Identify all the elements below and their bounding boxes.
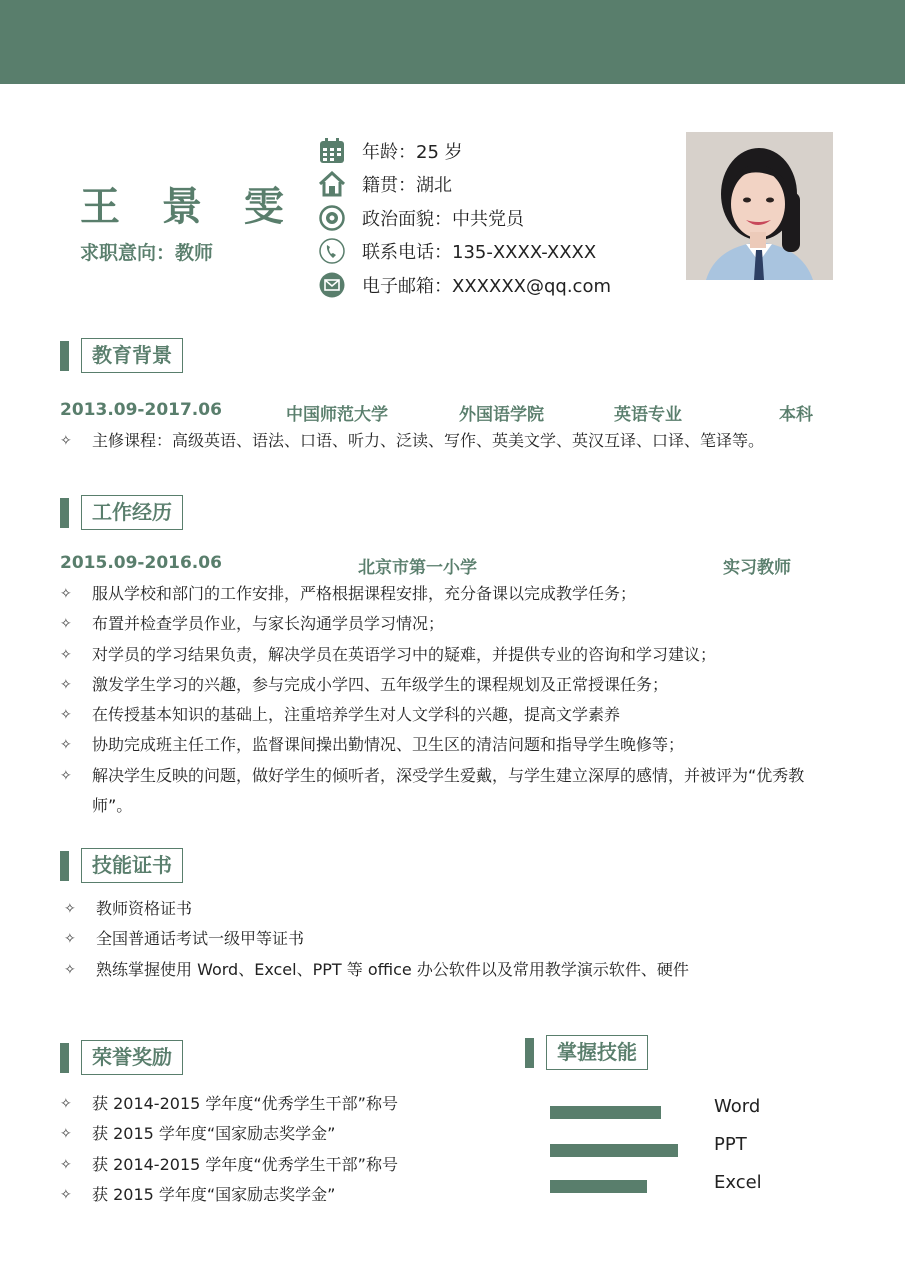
skill-label-word: Word — [714, 1096, 761, 1117]
bullet-star-icon: ✧ — [64, 901, 76, 917]
certs-heading: 技能证书 — [81, 848, 183, 883]
bullet-star-icon: ✧ — [60, 676, 72, 693]
bullet-star-icon: ✧ — [60, 586, 72, 602]
section-marker — [60, 498, 69, 528]
personal-info-list — [318, 134, 611, 302]
work-org: 北京市第一小学 — [358, 558, 477, 578]
candidate-name: 王 景 雯 — [80, 184, 298, 230]
section-marker — [60, 1043, 69, 1073]
skills-section-title — [525, 1035, 648, 1070]
phone-icon — [318, 237, 346, 265]
list-item: ✧ 获 2015 学年度“国家励志奖学金” — [60, 1119, 480, 1149]
info-hometown — [318, 168, 611, 202]
bullet-star-icon: ✧ — [60, 616, 72, 633]
education-degree: 本科 — [779, 405, 813, 425]
bullet-star-icon: ✧ — [60, 1126, 72, 1143]
info-phone — [318, 235, 611, 269]
work-period: 2015.09-2016.06 — [60, 553, 222, 573]
bullet-star-icon: ✧ — [60, 1186, 72, 1203]
location-pin-icon — [318, 204, 346, 232]
list-item: ✧ 解决学生反映的问题，做好学生的倾听者，深受学生爱戴，与学生建立深厚的感情，并被评为“优秀教师”。 — [60, 761, 840, 822]
skill-bar-word — [550, 1106, 661, 1119]
bullet-star-icon: ✧ — [60, 1156, 72, 1173]
job-intention: 求职意向：教师 — [80, 242, 214, 264]
section-marker — [60, 341, 69, 371]
info-email-text: 电子邮箱：XXXXXX@qq.com — [362, 275, 612, 297]
list-item: ✧ 获 2014-2015 学年度“优秀学生干部”称号 — [60, 1150, 480, 1180]
info-age-text: 年龄：25 岁 — [362, 141, 463, 163]
list-item: ✧ 布置并检查学员作业，与家长沟通学员学习情况； — [60, 609, 840, 639]
skill-label-excel: Excel — [714, 1172, 762, 1193]
work-section-title — [60, 495, 183, 530]
list-item: ✧ 服从学校和部门的工作安排，严格根据课程安排，充分备课以完成教学任务； — [60, 579, 840, 609]
section-marker — [525, 1038, 534, 1068]
skill-bar-ppt — [550, 1144, 678, 1157]
honors-list — [60, 1089, 480, 1210]
home-icon — [318, 170, 346, 198]
work-heading: 工作经历 — [81, 495, 183, 530]
list-item: ✧ 在传授基本知识的基础上，注重培养学生对人文学科的兴趣，提高文学素养 — [60, 700, 840, 730]
education-college: 外国语学院 — [459, 405, 544, 425]
list-item: ✧ 全国普通话考试一级甲等证书 — [64, 924, 844, 954]
education-heading: 教育背景 — [81, 338, 183, 373]
profile-photo — [686, 132, 833, 280]
list-item: ✧ 协助完成班主任工作，监督课间操出勤情况、卫生区的清洁问题和指导学生晚修等； — [60, 730, 840, 760]
bullet-star-icon: ✧ — [60, 767, 72, 784]
info-politics-text: 政治面貌：中共党员 — [362, 208, 524, 230]
certs-section-title — [60, 848, 183, 883]
info-hometown-text: 籍贯：湖北 — [362, 175, 452, 197]
honors-section-title — [60, 1040, 183, 1075]
info-age — [318, 134, 611, 168]
info-phone-text: 联系电话：135-XXXX-XXXX — [362, 242, 597, 264]
skill-bar-excel — [550, 1180, 647, 1193]
list-item: ✧ 激发学生学习的兴趣，参与完成小学四、五年级学生的课程规划及正常授课任务； — [60, 670, 840, 700]
top-banner — [0, 0, 905, 84]
bullet-star-icon: ✧ — [60, 737, 72, 754]
section-marker — [60, 851, 69, 881]
skill-label-ppt: PPT — [714, 1134, 747, 1155]
education-period: 2013.09-2017.06 — [60, 400, 222, 420]
mail-icon — [318, 271, 346, 299]
bullet-star-icon: ✧ — [60, 646, 72, 663]
list-item: ✧ 对学员的学习结果负责，解决学员在英语学习中的疑难，并提供专业的咨询和学习建议； — [60, 640, 840, 670]
honors-heading: 荣誉奖励 — [81, 1040, 183, 1075]
education-list — [60, 426, 840, 456]
education-major: 英语专业 — [614, 405, 682, 425]
list-item: ✧ 熟练掌握使用 Word、Excel、PPT 等 office 办公软件以及常用教学演示软件、硬件 — [64, 955, 844, 985]
education-school: 中国师范大学 — [286, 405, 388, 425]
education-section-title — [60, 338, 183, 373]
list-item: ✧ 主修课程：高级英语、语法、口语、听力、泛读、写作、英美文学、英汉互译、口译、笔译等。 — [60, 426, 840, 456]
work-list — [60, 579, 840, 821]
list-item: ✧ 获 2015 学年度“国家励志奖学金” — [60, 1180, 480, 1210]
bullet-star-icon: ✧ — [60, 707, 72, 724]
info-politics — [318, 201, 611, 235]
certs-list — [64, 894, 844, 985]
info-email — [318, 268, 611, 302]
list-item: ✧ 获 2014-2015 学年度“优秀学生干部”称号 — [60, 1089, 480, 1119]
bullet-star-icon: ✧ — [64, 961, 76, 978]
work-role: 实习教师 — [723, 558, 791, 578]
skills-heading: 掌握技能 — [546, 1035, 648, 1070]
bullet-star-icon: ✧ — [60, 433, 72, 449]
calendar-icon — [318, 137, 346, 165]
bullet-star-icon: ✧ — [64, 931, 76, 948]
bullet-star-icon: ✧ — [60, 1096, 72, 1112]
list-item: ✧ 教师资格证书 — [64, 894, 844, 924]
